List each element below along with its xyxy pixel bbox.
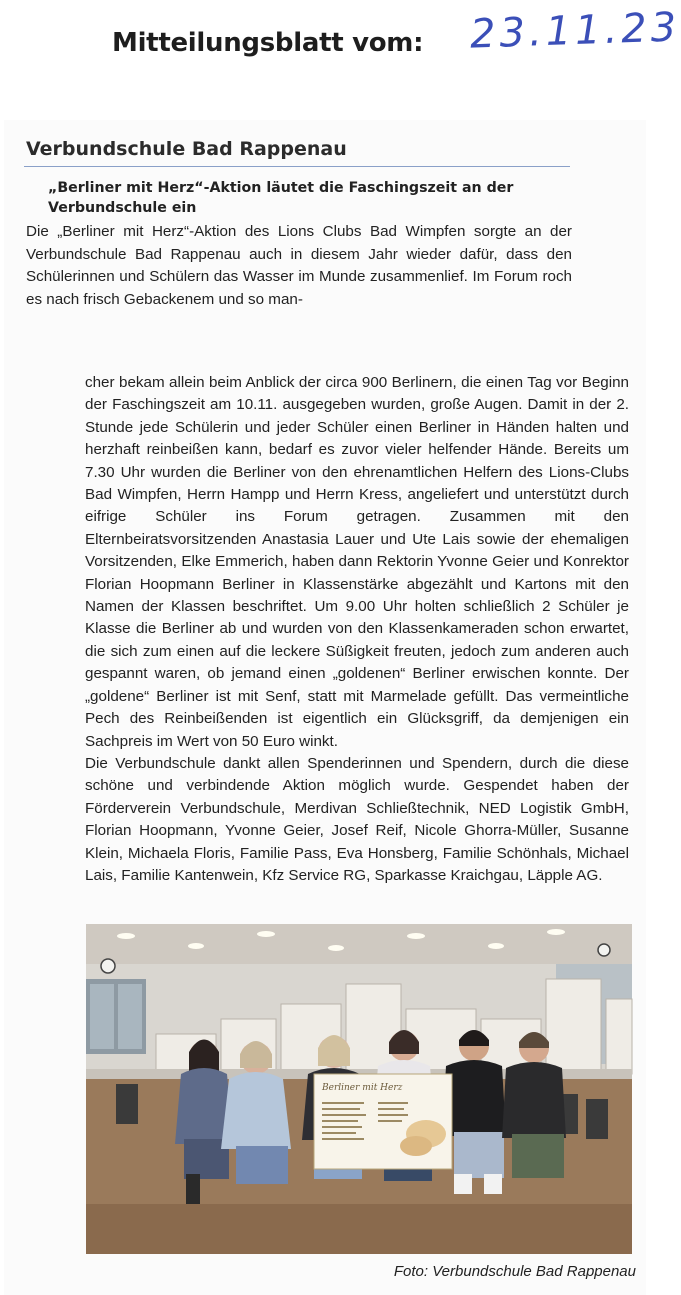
article-intro: Die „Berliner mit Herz“-Aktion des Lions Clubs Bad Wimpfen sorgte an der Verbundschule Bad Rappenau auch in diesem Jahr wieder dafür, dass den Schülerinnen und Schülern das Wasser im Munde zusammenlief. Im Forum roch es nach frisch Gebackenem und so man- [26, 223, 572, 308]
group-photo [86, 924, 632, 1254]
article-headline: „Berliner mit Herz“-Aktion läutet die Faschingszeit an der Verbundschule ein [48, 180, 514, 216]
section-title: Verbundschule Bad Rappenau [26, 138, 347, 160]
article-paragraph: Die Verbundschule dankt allen Spenderinnen und Spendern, durch die diese schöne und verbindende Aktion möglich wurde. Gespendet haben der Förderverein Verbundschule, Merdivan Schließtechnik, NED Logistik GmbH, Florian Hoopmann, Yvonne Geier, Josef Reif, Nicole Ghorra-Müller, Susanne Klein, Michaela Floris, Familie Pass, Eva Honsberg, Familie Schönhals, Michael Lais, Familie Kantenwein, Kfz Service RG, Sparkasse Kraichgau, Läpple AG. [85, 754, 629, 884]
section-divider [24, 166, 570, 167]
article-paragraph: cher bekam allein beim Anblick der circa 900 Berlinern, die einen Tag vor Beginn der Faschingszeit am 10.11. ausgegeben wurden, große Augen. Damit in der 2. Stunde jede Schülerin und jeder Schüler einen Berliner in Händen halten und herzhaft reinbeißen kann, bedarf es zuvor vieler helfender Hände. Bereits um 7.30 Uhr wurden die Berliner von den ehrenamtlichen Helfern des Lions-Clubs Bad Wimpfen, Herrn Hampp und Herrn Kress, angeliefert und unterstützt durch eifrige Schüler ins Forum getragen. Zusammen mit den Elternbeiratsvorsitzenden Anastasia Lauer und Ute Lais sowie der ehemaligen Vorsitzenden, Elke Emmerich, haben dann Rektorin Yvonne Geier und Konrektor Florian Hoopmann Berliner in Klassenstärke abgezählt und Kartons mit den Namen der Klassen beschriftet. Um 9.00 Uhr holten schließlich 2 Schüler je Klasse die Berliner ab und wurden von den Klassenkameraden schon erwartet, die sich zum einen auf die leckere Süßigkeit freuten, jedoch zum anderen auch gespannt waren, ob jemand einen „goldenen“ Berliner erwischen konnte. Der „goldene“ Berliner ist mit Senf, statt mit Marmelade gefüllt. Das vermeintliche Pech des Reinbeißenden ist eigentlich ein Glücksgriff, da demjenigen ein Sachpreis im Wert von 50 Euro winkt. [85, 374, 629, 750]
handwritten-date: 23.11.23 [469, 4, 681, 58]
bulletin-label: Mitteilungsblatt vom: [112, 28, 424, 58]
article-body [85, 372, 629, 887]
photo-caption: Foto: Verbundschule Bad Rappenau [393, 1263, 636, 1280]
poster-title: Berliner mit Herz [322, 1083, 403, 1093]
